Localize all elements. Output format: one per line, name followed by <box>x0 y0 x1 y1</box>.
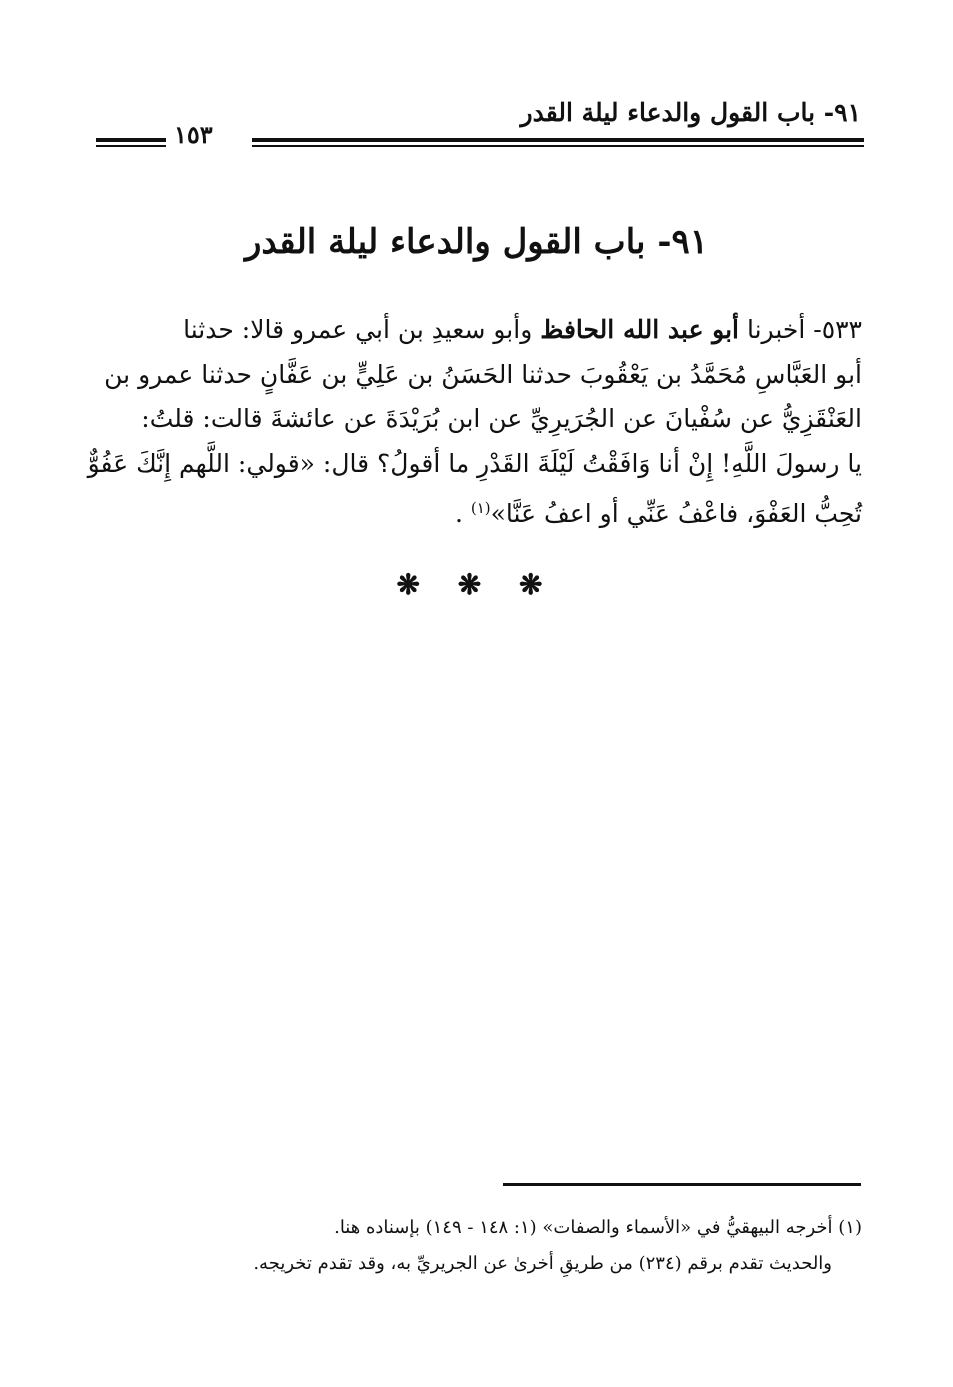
narrator-name-bold: أبو عبد الله الحافظ <box>540 315 740 344</box>
footnote-line-2: والحديث تقدم برقم (٢٣٤) من طريقِ أخرىٰ عن الجريريِّ به، وقد تقدم تخريجه. <box>253 1253 832 1274</box>
hadith-line-3: العَنْقَزِيُّ عن سُفْيانَ عن الجُرَيرِيِّ عن ابن بُرَيْدَةَ عن عائشةَ قالت: قلتُ: <box>141 404 862 433</box>
hadith-line-2: أبو العَبَّاسِ مُحَمَّدُ بن يَعْقُوبَ حدثنا الحَسَنُ بن عَلِيٍّ بن عَفَّانٍ حدثنا عمرو بن <box>104 359 862 389</box>
page-number: ١٥٣ <box>174 120 213 149</box>
hadith-text <box>87 308 862 537</box>
header-rule-thick <box>252 138 864 142</box>
hadith-line-1-end: وأبو سعيدِ بن أبي عمرو قالا: حدثنا <box>183 315 533 344</box>
hadith-line-5-text: تُحِبُّ العَفْوَ، فاعْفُ عَنِّي أو اعفُ عَنَّا» <box>490 499 862 528</box>
header-rule-left-thin <box>96 145 166 147</box>
chapter-heading: ٩١- باب القول والدعاء ليلة القدر <box>244 222 708 262</box>
hadith-line-1-start: أخبرنا <box>746 315 806 344</box>
running-header-title: ٩١- باب القول والدعاء ليلة القدر <box>520 98 861 127</box>
footnotes <box>96 1210 862 1282</box>
footnote-rule <box>503 1183 861 1186</box>
footnote-line-1: (١) أخرجه البيهقيُّ في «الأسماء والصفات» (١: ١٤٨ - ١٤٩) بإسناده هنا. <box>334 1217 862 1238</box>
hadith-line-5 <box>96 486 862 537</box>
hadith-number: ٥٣٣- <box>813 315 862 344</box>
header-rule-thin <box>252 145 864 147</box>
hadith-line-5-end: . <box>454 499 463 528</box>
hadith-line-1 <box>96 308 862 353</box>
footnote-reference: (١) <box>470 499 491 517</box>
hadith-line-4: يا رسولَ اللَّهِ! إِنْ أنا وَافَقْتُ لَيْلَةَ القَدْرِ ما أقولُ؟ قال: «قولي: اللَّهم إِنَّكَ عَفُوٌّ <box>87 448 862 478</box>
header-rule-left-thick <box>96 138 166 142</box>
section-separator: ❋ ❋ ❋ <box>396 568 557 601</box>
